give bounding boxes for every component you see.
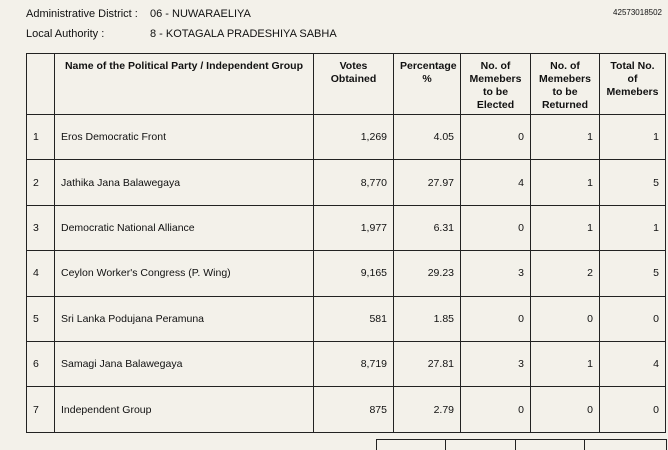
members-elected-cell: 3 xyxy=(461,251,531,296)
total-members-cell: 5 xyxy=(600,160,666,205)
members-returned-cell: 0 xyxy=(531,387,600,432)
district-label: Administrative District : xyxy=(26,8,138,20)
members-elected-cell: 0 xyxy=(461,387,531,432)
votes-obtained-cell: 8,719 xyxy=(314,341,394,386)
col-header-party-name: Name of the Political Party / Independent Group xyxy=(55,54,314,115)
votes-obtained-cell: 9,165 xyxy=(314,251,394,296)
table-row xyxy=(27,251,666,296)
row-index-cell: 4 xyxy=(27,251,55,296)
row-index-cell: 1 xyxy=(27,115,55,160)
votes-obtained-cell: 8,770 xyxy=(314,160,394,205)
members-elected-cell: 0 xyxy=(461,205,531,250)
members-elected-cell: 0 xyxy=(461,115,531,160)
col-header-total: Total No. of Memebers xyxy=(600,54,666,115)
row-index-cell: 2 xyxy=(27,160,55,205)
header-row xyxy=(27,54,666,115)
total-members-cell: 1 xyxy=(600,115,666,160)
votes-obtained-cell: 875 xyxy=(314,387,394,432)
total-members-cell: 1 xyxy=(600,205,666,250)
table-row xyxy=(27,387,666,432)
members-elected-cell: 0 xyxy=(461,296,531,341)
percentage-cell: 1.85 xyxy=(394,296,461,341)
party-name-cell: Ceylon Worker's Congress (P. Wing) xyxy=(55,251,314,296)
party-name-cell: Democratic National Alliance xyxy=(55,205,314,250)
total-members-cell: 5 xyxy=(600,251,666,296)
table-row xyxy=(27,296,666,341)
votes-obtained-cell: 581 xyxy=(314,296,394,341)
members-elected-cell: 3 xyxy=(461,341,531,386)
percentage-cell: 4.05 xyxy=(394,115,461,160)
members-returned-cell: 1 xyxy=(531,115,600,160)
total-members-cell: 0 xyxy=(600,296,666,341)
row-index-cell: 6 xyxy=(27,341,55,386)
document-number: 42573018502 xyxy=(613,8,662,17)
row-index-cell: 3 xyxy=(27,205,55,250)
table-row xyxy=(27,205,666,250)
col-header-votes: Votes Obtained xyxy=(314,54,394,115)
party-name-cell: Eros Democratic Front xyxy=(55,115,314,160)
total-members-cell: 0 xyxy=(600,387,666,432)
percentage-cell: 27.81 xyxy=(394,341,461,386)
table-row xyxy=(27,115,666,160)
totals-box-edge xyxy=(376,439,667,450)
total-members-cell: 4 xyxy=(600,341,666,386)
members-elected-cell: 4 xyxy=(461,160,531,205)
party-name-cell: Sri Lanka Podujana Peramuna xyxy=(55,296,314,341)
percentage-cell: 27.97 xyxy=(394,160,461,205)
members-returned-cell: 1 xyxy=(531,341,600,386)
authority-value: 8 - KOTAGALA PRADESHIYA SABHA xyxy=(150,28,337,40)
members-returned-cell: 0 xyxy=(531,296,600,341)
table-row xyxy=(27,160,666,205)
results-table xyxy=(26,53,666,433)
votes-obtained-cell: 1,269 xyxy=(314,115,394,160)
col-header-percentage: Percentage % xyxy=(394,54,461,115)
party-name-cell: Independent Group xyxy=(55,387,314,432)
col-header-index xyxy=(27,54,55,115)
percentage-cell: 6.31 xyxy=(394,205,461,250)
votes-obtained-cell: 1,977 xyxy=(314,205,394,250)
percentage-cell: 29.23 xyxy=(394,251,461,296)
row-index-cell: 7 xyxy=(27,387,55,432)
percentage-cell: 2.79 xyxy=(394,387,461,432)
row-index-cell: 5 xyxy=(27,296,55,341)
district-value: 06 - NUWARAELIYA xyxy=(150,8,251,20)
party-name-cell: Jathika Jana Balawegaya xyxy=(55,160,314,205)
table-row xyxy=(27,341,666,386)
members-returned-cell: 1 xyxy=(531,160,600,205)
members-returned-cell: 2 xyxy=(531,251,600,296)
col-header-elected: No. of Memebers to be Elected xyxy=(461,54,531,115)
col-header-returned: No. of Memebers to be Returned xyxy=(531,54,600,115)
members-returned-cell: 1 xyxy=(531,205,600,250)
party-name-cell: Samagi Jana Balawegaya xyxy=(55,341,314,386)
authority-label: Local Authority : xyxy=(26,28,105,40)
